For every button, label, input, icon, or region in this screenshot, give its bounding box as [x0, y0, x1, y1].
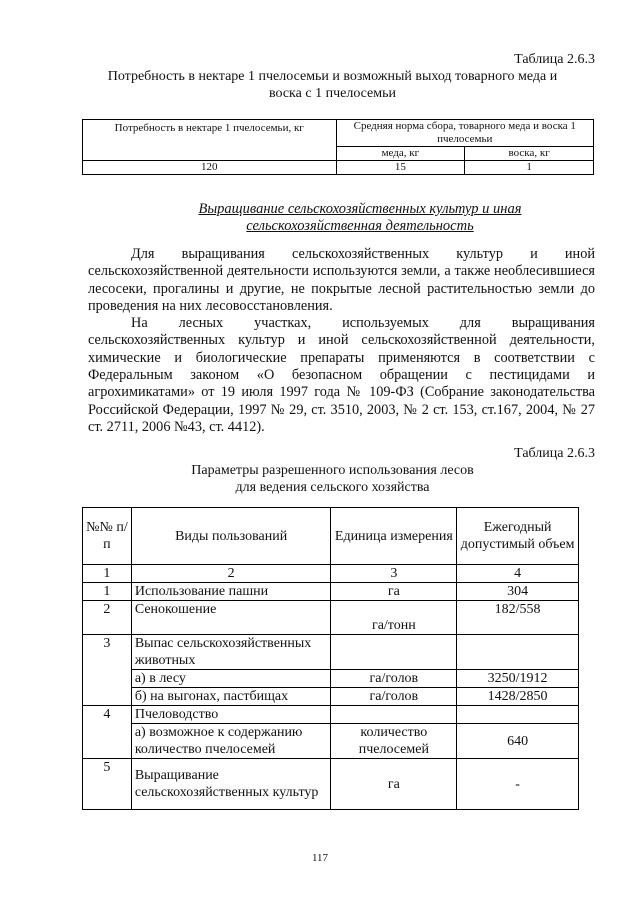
- forest-use-table: [82, 507, 579, 810]
- header-collection-norm: Средняя норма сбора, товарного меда и воска 1 пчелосемьи: [336, 120, 594, 147]
- table-row: [83, 706, 579, 724]
- row-unit: га/голов: [331, 670, 457, 688]
- col-number-1: 1: [83, 565, 132, 583]
- header-nectar-need: Потребность в нектаре 1 пчелосемьи, кг: [83, 120, 337, 161]
- table-row: [83, 635, 579, 670]
- table-row: [83, 583, 579, 601]
- col-number-2: 2: [131, 565, 331, 583]
- table-row: [83, 161, 594, 175]
- table1-title-line2: воска с 1 пчелосемьи: [268, 86, 396, 101]
- row-unit: [331, 706, 457, 724]
- table1-title-line1: Потребность в нектаре 1 пчелосемьи и возможный выход товарного меда и: [107, 69, 558, 84]
- row-unit: количество пчелосемей: [331, 724, 457, 759]
- col-number-4: 4: [457, 565, 579, 583]
- row-volume: 1428/2850: [457, 688, 579, 706]
- body-text: [88, 246, 595, 436]
- col-number-3: 3: [331, 565, 457, 583]
- row-unit: га: [331, 759, 457, 810]
- row-kind: Сенокошение: [131, 601, 331, 635]
- row-kind: Пчеловодство: [131, 706, 331, 724]
- row-kind: б) на выгонах, пастбищах: [131, 688, 331, 706]
- table-row: [83, 724, 579, 759]
- table2-title-line2: для ведения сельского хозяйства: [235, 480, 430, 495]
- header-unit: Единица измерения: [331, 508, 457, 565]
- header-wax: воска, кг: [465, 147, 594, 161]
- row-kind: Выращивание сельскохозяйственных культур: [131, 759, 331, 810]
- table-row: [83, 601, 579, 635]
- header-honey: меда, кг: [336, 147, 465, 161]
- section-title-line2: сельскохозяйственная деятельность: [246, 218, 474, 234]
- paragraph-1: Для выращивания сельскохозяйственных культур и иной сельскохозяйственной деятельности используются земли, а также необлесившиеся лесосеки, прогалины и другие, не покрытые лесной растительностью земли до проведения на них лесовосстановления.: [88, 246, 595, 314]
- table2-title-line1: Параметры разрешенного использования лесов: [191, 463, 474, 478]
- cell-need: 120: [83, 161, 337, 175]
- row-num: 5: [83, 759, 132, 810]
- table2-label: Таблица 2.6.3: [514, 446, 595, 461]
- row-volume: 3250/1912: [457, 670, 579, 688]
- table-row: [83, 759, 579, 810]
- paragraph-2: На лесных участках, используемых для выращивания сельскохозяйственных культур и иной сельскохозяйственной деятельности, химические и биологические препараты применяются в соответствии с Федеральным законом «О безопасном обращении с пестицидами и агрохимикатами» от 19 июля 1997 года № 109-ФЗ (Собрание законодательства Российской Федерации, 1997 № 29, ст. 3510, 2003, № 2 ст. 153, ст.167, 2004, № 27 ст. 2711, 2006 №43, ст. 4412).: [88, 315, 595, 435]
- row-volume: 640: [457, 724, 579, 759]
- row-volume: [457, 706, 579, 724]
- row-num: 2: [83, 601, 132, 635]
- row-volume: -: [457, 759, 579, 810]
- page-number: 117: [311, 852, 329, 864]
- header-kind: Виды пользований: [131, 508, 331, 565]
- cell-wax: 1: [465, 161, 594, 175]
- row-num: 4: [83, 706, 132, 759]
- table1-label: Таблица 2.6.3: [514, 52, 595, 67]
- header-volume: Ежегодный допустимый объем: [457, 508, 579, 565]
- row-unit: [331, 635, 457, 670]
- nectar-table: [82, 119, 594, 175]
- header-num: №№ п/п: [83, 508, 132, 565]
- row-unit: га/голов: [331, 688, 457, 706]
- row-unit: га/тонн: [331, 601, 457, 635]
- row-kind: Выпас сельскохозяйственных животных: [131, 635, 331, 670]
- row-unit: га: [331, 583, 457, 601]
- table-row: [83, 688, 579, 706]
- cell-honey: 15: [336, 161, 465, 175]
- section-title-line1: Выращивание сельскохозяйственных культур и иная: [198, 201, 522, 217]
- row-volume: [457, 635, 579, 670]
- row-kind: а) в лесу: [131, 670, 331, 688]
- row-kind: Использование пашни: [131, 583, 331, 601]
- row-volume: 304: [457, 583, 579, 601]
- row-volume: 182/558: [457, 601, 579, 635]
- section-title: [110, 201, 610, 235]
- row-num: 3: [83, 635, 132, 706]
- column-number-row: [83, 565, 579, 583]
- row-kind: а) возможное к содержанию количество пчелосемей: [131, 724, 331, 759]
- row-num: 1: [83, 583, 132, 601]
- table-row: [83, 670, 579, 688]
